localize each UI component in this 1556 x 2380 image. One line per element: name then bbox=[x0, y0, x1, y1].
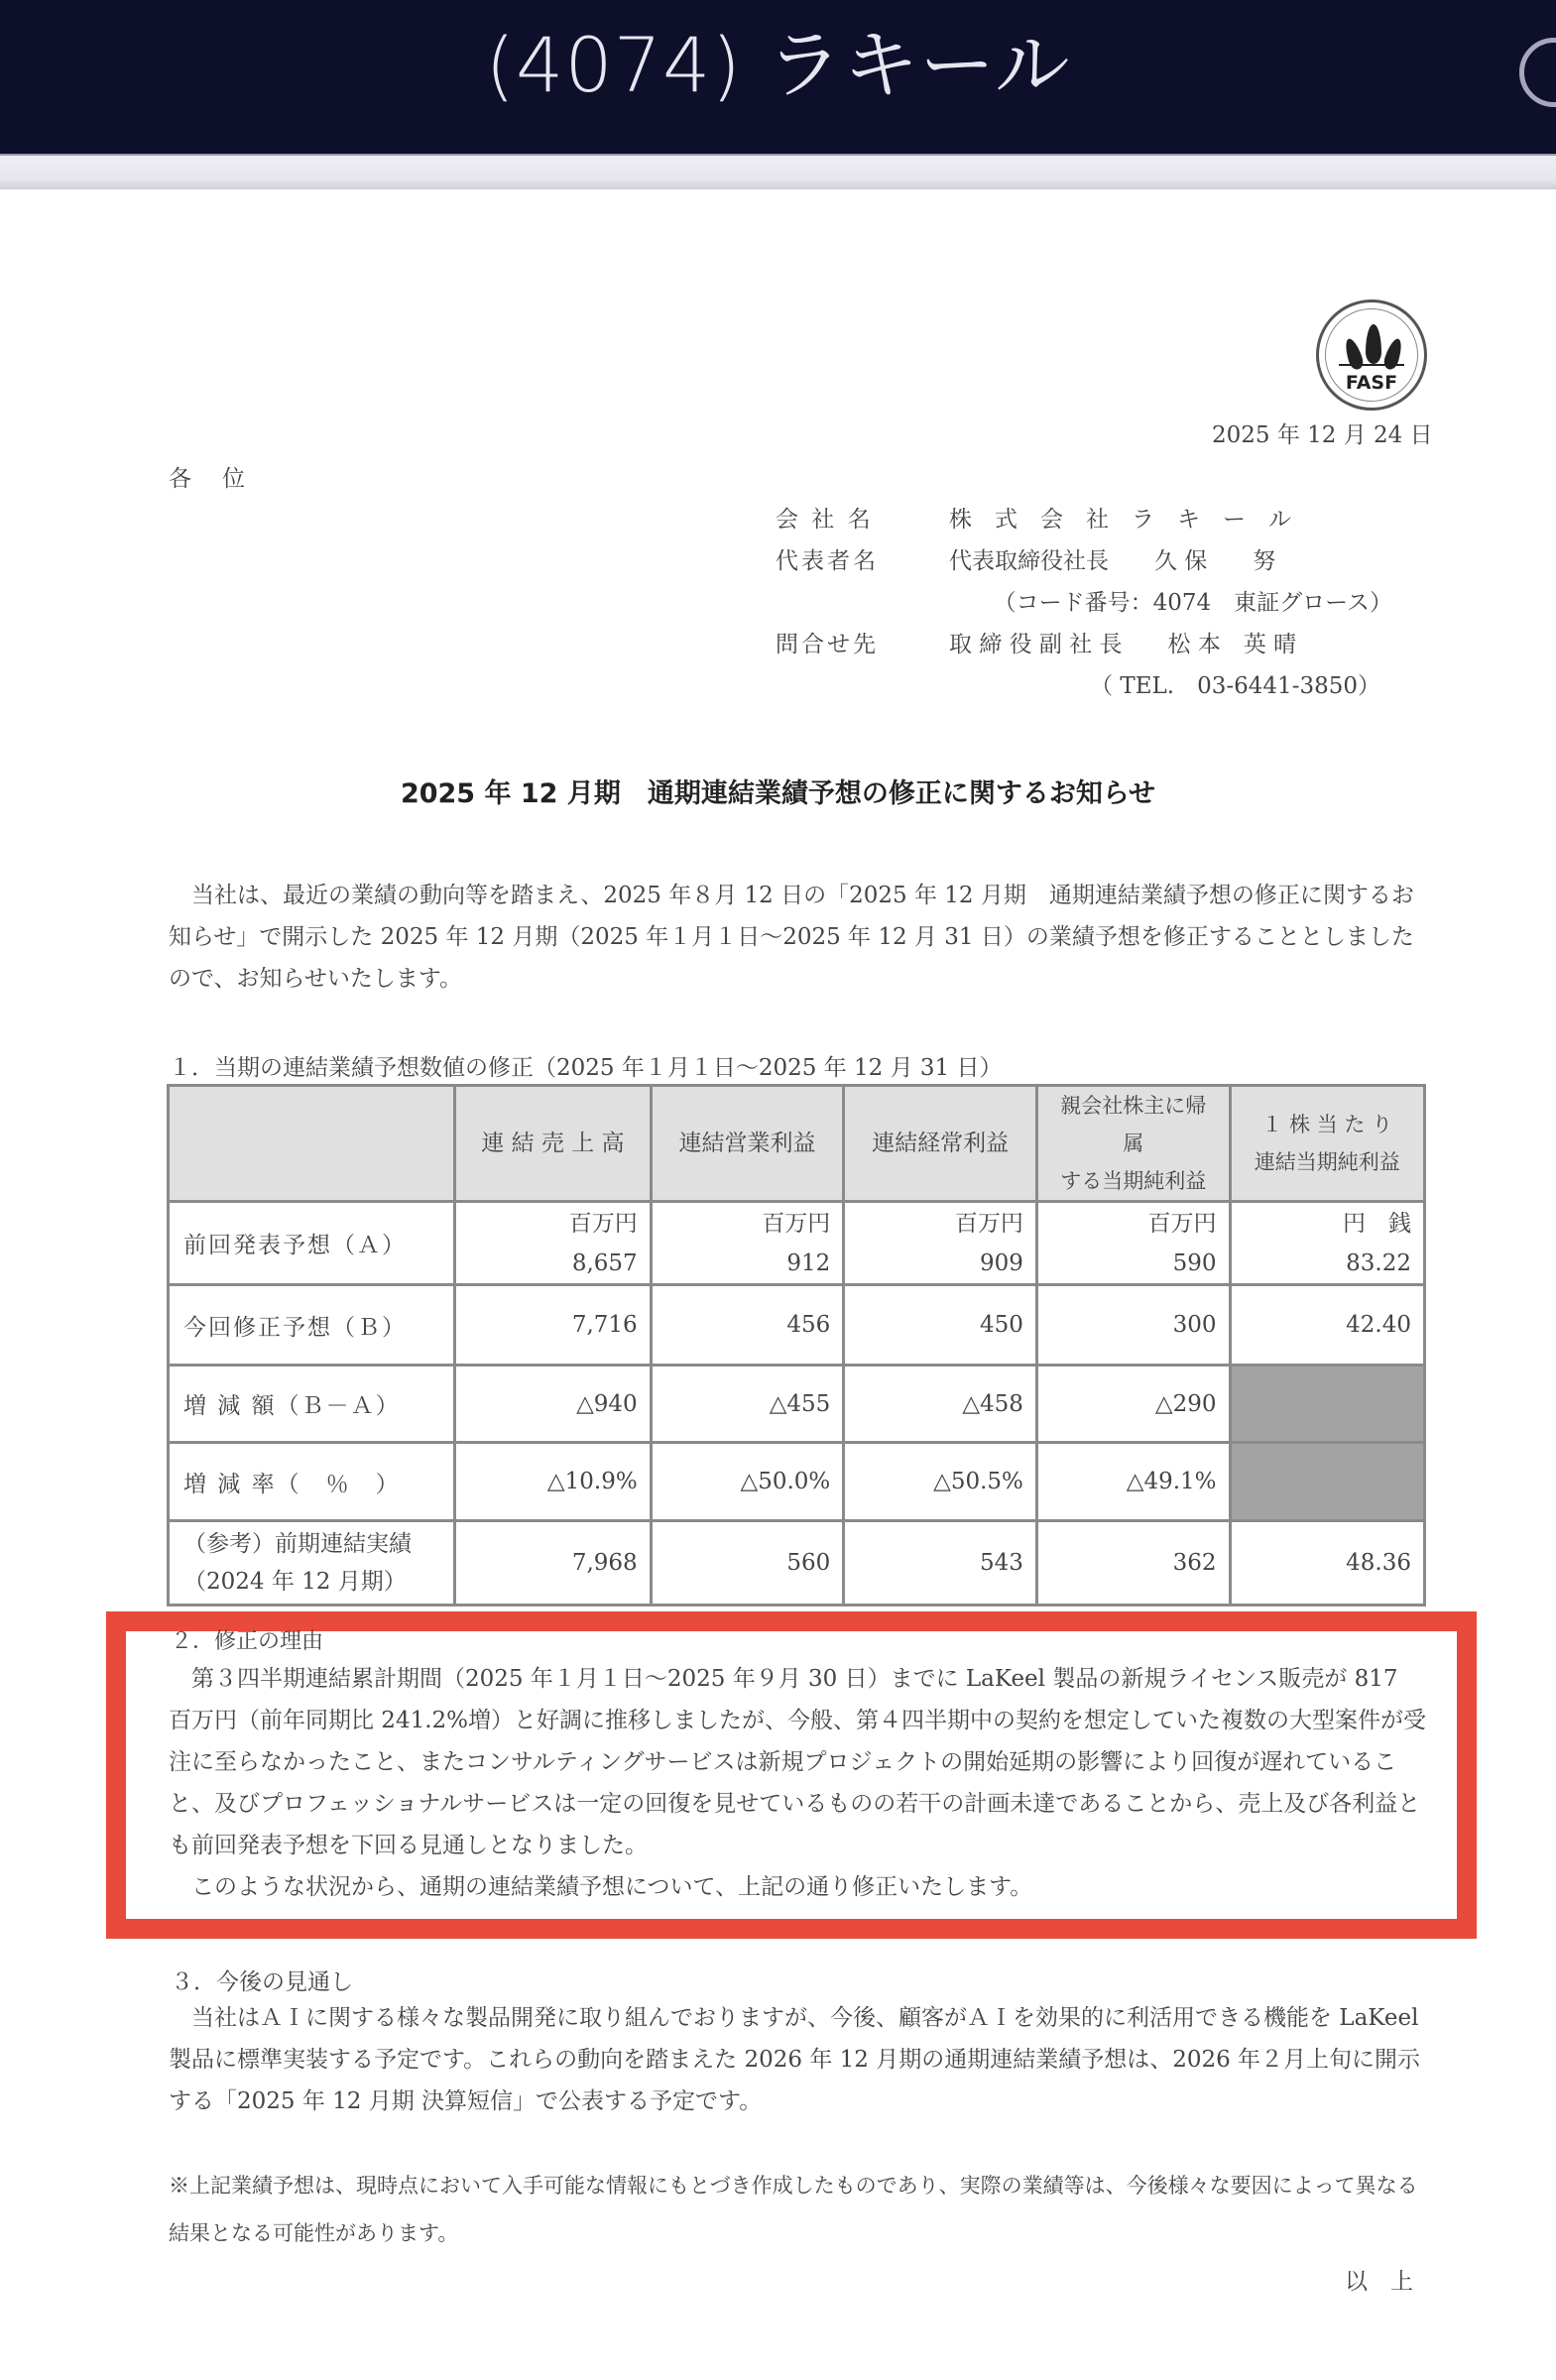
intro-paragraph: 当社は、最近の業績の動向等を踏まえ、2025 年８月 12 日の「2025 年 12 月期 通期連結業績予想の修正に関するお知らせ」で開示した 2025 年 12 月期（2025 年１月１日～2025 年 12 月 31 日）の業績予想を修正することとしましたので、お知らせいたします。 bbox=[169, 883, 1414, 992]
section2-closing: このような状況から、通期の連結業績予想について、上記の通り修正いたします。 bbox=[169, 1874, 1033, 1900]
table-header-row bbox=[169, 1086, 1425, 1202]
table-cell: 7,716 bbox=[455, 1285, 652, 1366]
header-line: する当期純利益 bbox=[1060, 1169, 1207, 1193]
section3-body: 当社はＡＩに関する様々な製品開発に取り組んでおりますが、今後、顧客がＡＩを効果的に利活用できる機能を LaKeel 製品に標準実装する予定です。これらの動向を踏まえた 2026 年 12 月期の通期連結業績予想は、2026 年２月上旬に開示する「2025 年 12 月期 決算短信」で公表する予定です。 bbox=[169, 2005, 1421, 2114]
stock-code: （コード番号：4074 東証グロース） bbox=[993, 589, 1392, 616]
table-cell: 300 bbox=[1036, 1285, 1230, 1366]
telephone: （ TEL. 03-6441-3850） bbox=[1090, 672, 1380, 699]
table-cell: 百万円 590 bbox=[1036, 1202, 1230, 1285]
table-header-operating-profit: 連結営業利益 bbox=[651, 1086, 844, 1202]
table-header-sales: 連 結 売 上 高 bbox=[455, 1086, 652, 1202]
header-line: １ 株 当 た り bbox=[1261, 1113, 1393, 1136]
tel-row bbox=[776, 662, 1410, 704]
row-label: 増 減 率（ ％ ） bbox=[169, 1443, 455, 1521]
app-header bbox=[0, 0, 1556, 154]
disclaimer: ※上記業績予想は、現時点において入手可能な情報にもとづき作成したものであり、実際の業績等は、今後様々な要因によって異なる結果となる可能性があります。 bbox=[169, 2174, 1418, 2245]
section1-heading: １．当期の連結業績予想数値の修正（2025 年１月１日～2025 年 12 月 31 日） bbox=[169, 1055, 1003, 1081]
table-header-eps bbox=[1230, 1086, 1424, 1202]
header-title: (4074) ラキール bbox=[485, 21, 1071, 109]
table-cell: △50.5% bbox=[844, 1443, 1037, 1521]
end-mark: 以 上 bbox=[1345, 2269, 1413, 2295]
table-row bbox=[169, 1521, 1425, 1606]
section2-body: 第３四半期連結累計期間（2025 年１月１日～2025 年９月 30 日）までに LaKeel 製品の新規ライセンス販売が 817 百万円（前年同期比 241.2%増）と好調に推移しましたが、今般、第４四半期中の契約を想定していた複数の大型案件が受注に至らなかったこと、またコンサルティングサービスは新規プロジェクトの開始延期の影響により回復が遅れていること、及びプロフェッショナルサービスは一定の回復を見せているものの若干の計画未達であることから、売上及び各利益とも前回発表予想を下回る見通しとなりました。 bbox=[169, 1666, 1427, 1858]
header-line: 連結当期純利益 bbox=[1254, 1150, 1400, 1174]
table-cell: △49.1% bbox=[1036, 1443, 1230, 1521]
shaded-cell bbox=[1230, 1443, 1424, 1521]
representative-label: 代表者名 bbox=[776, 547, 879, 574]
code-row bbox=[776, 579, 1410, 621]
toolbar-strip bbox=[0, 154, 1556, 189]
table-cell: △50.0% bbox=[651, 1443, 844, 1521]
table-row bbox=[169, 1443, 1425, 1521]
representative-value: 代表取締役社長 久 保 努 bbox=[949, 547, 1276, 574]
contact-label: 問合せ先 bbox=[776, 631, 879, 657]
contact-value: 取 締 役 副 社 長 松 本 英 晴 bbox=[949, 631, 1297, 657]
addressee: 各 位 bbox=[169, 466, 249, 492]
fasf-logo-icon bbox=[1316, 299, 1427, 411]
table-cell: 百万円 8,657 bbox=[455, 1202, 652, 1285]
table-cell: △458 bbox=[844, 1366, 1037, 1443]
table-cell: 7,968 bbox=[455, 1521, 652, 1606]
table-cell: 42.40 bbox=[1230, 1285, 1424, 1366]
company-name-value: 株 式 会 社 ラ キ ー ル bbox=[949, 506, 1291, 533]
table-cell: 450 bbox=[844, 1285, 1037, 1366]
table-cell: 48.36 bbox=[1230, 1521, 1424, 1606]
document-title: 2025 年 12 月期 通期連結業績予想の修正に関するお知らせ bbox=[400, 778, 1156, 809]
forecast-table bbox=[167, 1084, 1426, 1606]
section2-heading: ２．修正の理由 bbox=[171, 1629, 324, 1654]
section3-heading: ３．今後の見通し bbox=[171, 1969, 353, 1995]
table-cell: 百万円 909 bbox=[844, 1202, 1037, 1285]
table-cell: △940 bbox=[455, 1366, 652, 1443]
table-header-net-profit bbox=[1036, 1086, 1230, 1202]
company-name-label: 会 社 名 bbox=[776, 506, 874, 533]
row-label: 前回発表予想（Ａ） bbox=[169, 1202, 455, 1285]
shaded-cell bbox=[1230, 1366, 1424, 1443]
table-cell: △10.9% bbox=[455, 1443, 652, 1521]
row-label: 今回修正予想（Ｂ） bbox=[169, 1285, 455, 1366]
table-header-ordinary-profit: 連結経常利益 bbox=[844, 1086, 1037, 1202]
table-cell: 百万円 912 bbox=[651, 1202, 844, 1285]
table-cell: △455 bbox=[651, 1366, 844, 1443]
document-date: 2025 年 12 月 24 日 bbox=[1212, 422, 1433, 448]
table-cell: 円 銭 83.22 bbox=[1230, 1202, 1424, 1285]
table-row bbox=[169, 1202, 1425, 1285]
table-cell: 362 bbox=[1036, 1521, 1230, 1606]
contact-row bbox=[776, 621, 1410, 662]
table-cell: 543 bbox=[844, 1521, 1037, 1606]
table-row bbox=[169, 1285, 1425, 1366]
table-row bbox=[169, 1366, 1425, 1443]
representative-row bbox=[776, 537, 1410, 579]
company-name-row bbox=[776, 496, 1410, 537]
fasf-logo-label: FASF bbox=[1345, 372, 1398, 394]
header-line: 親会社株主に帰属 bbox=[1060, 1094, 1207, 1155]
row-label: 増 減 額（Ｂ－Ａ） bbox=[169, 1366, 455, 1443]
table-cell: 456 bbox=[651, 1285, 844, 1366]
company-info bbox=[776, 496, 1410, 704]
row-label: （参考）前期連結実績 （2024 年 12 月期） bbox=[169, 1521, 455, 1606]
table-header-blank bbox=[169, 1086, 455, 1202]
table-cell: △290 bbox=[1036, 1366, 1230, 1443]
table-cell: 560 bbox=[651, 1521, 844, 1606]
